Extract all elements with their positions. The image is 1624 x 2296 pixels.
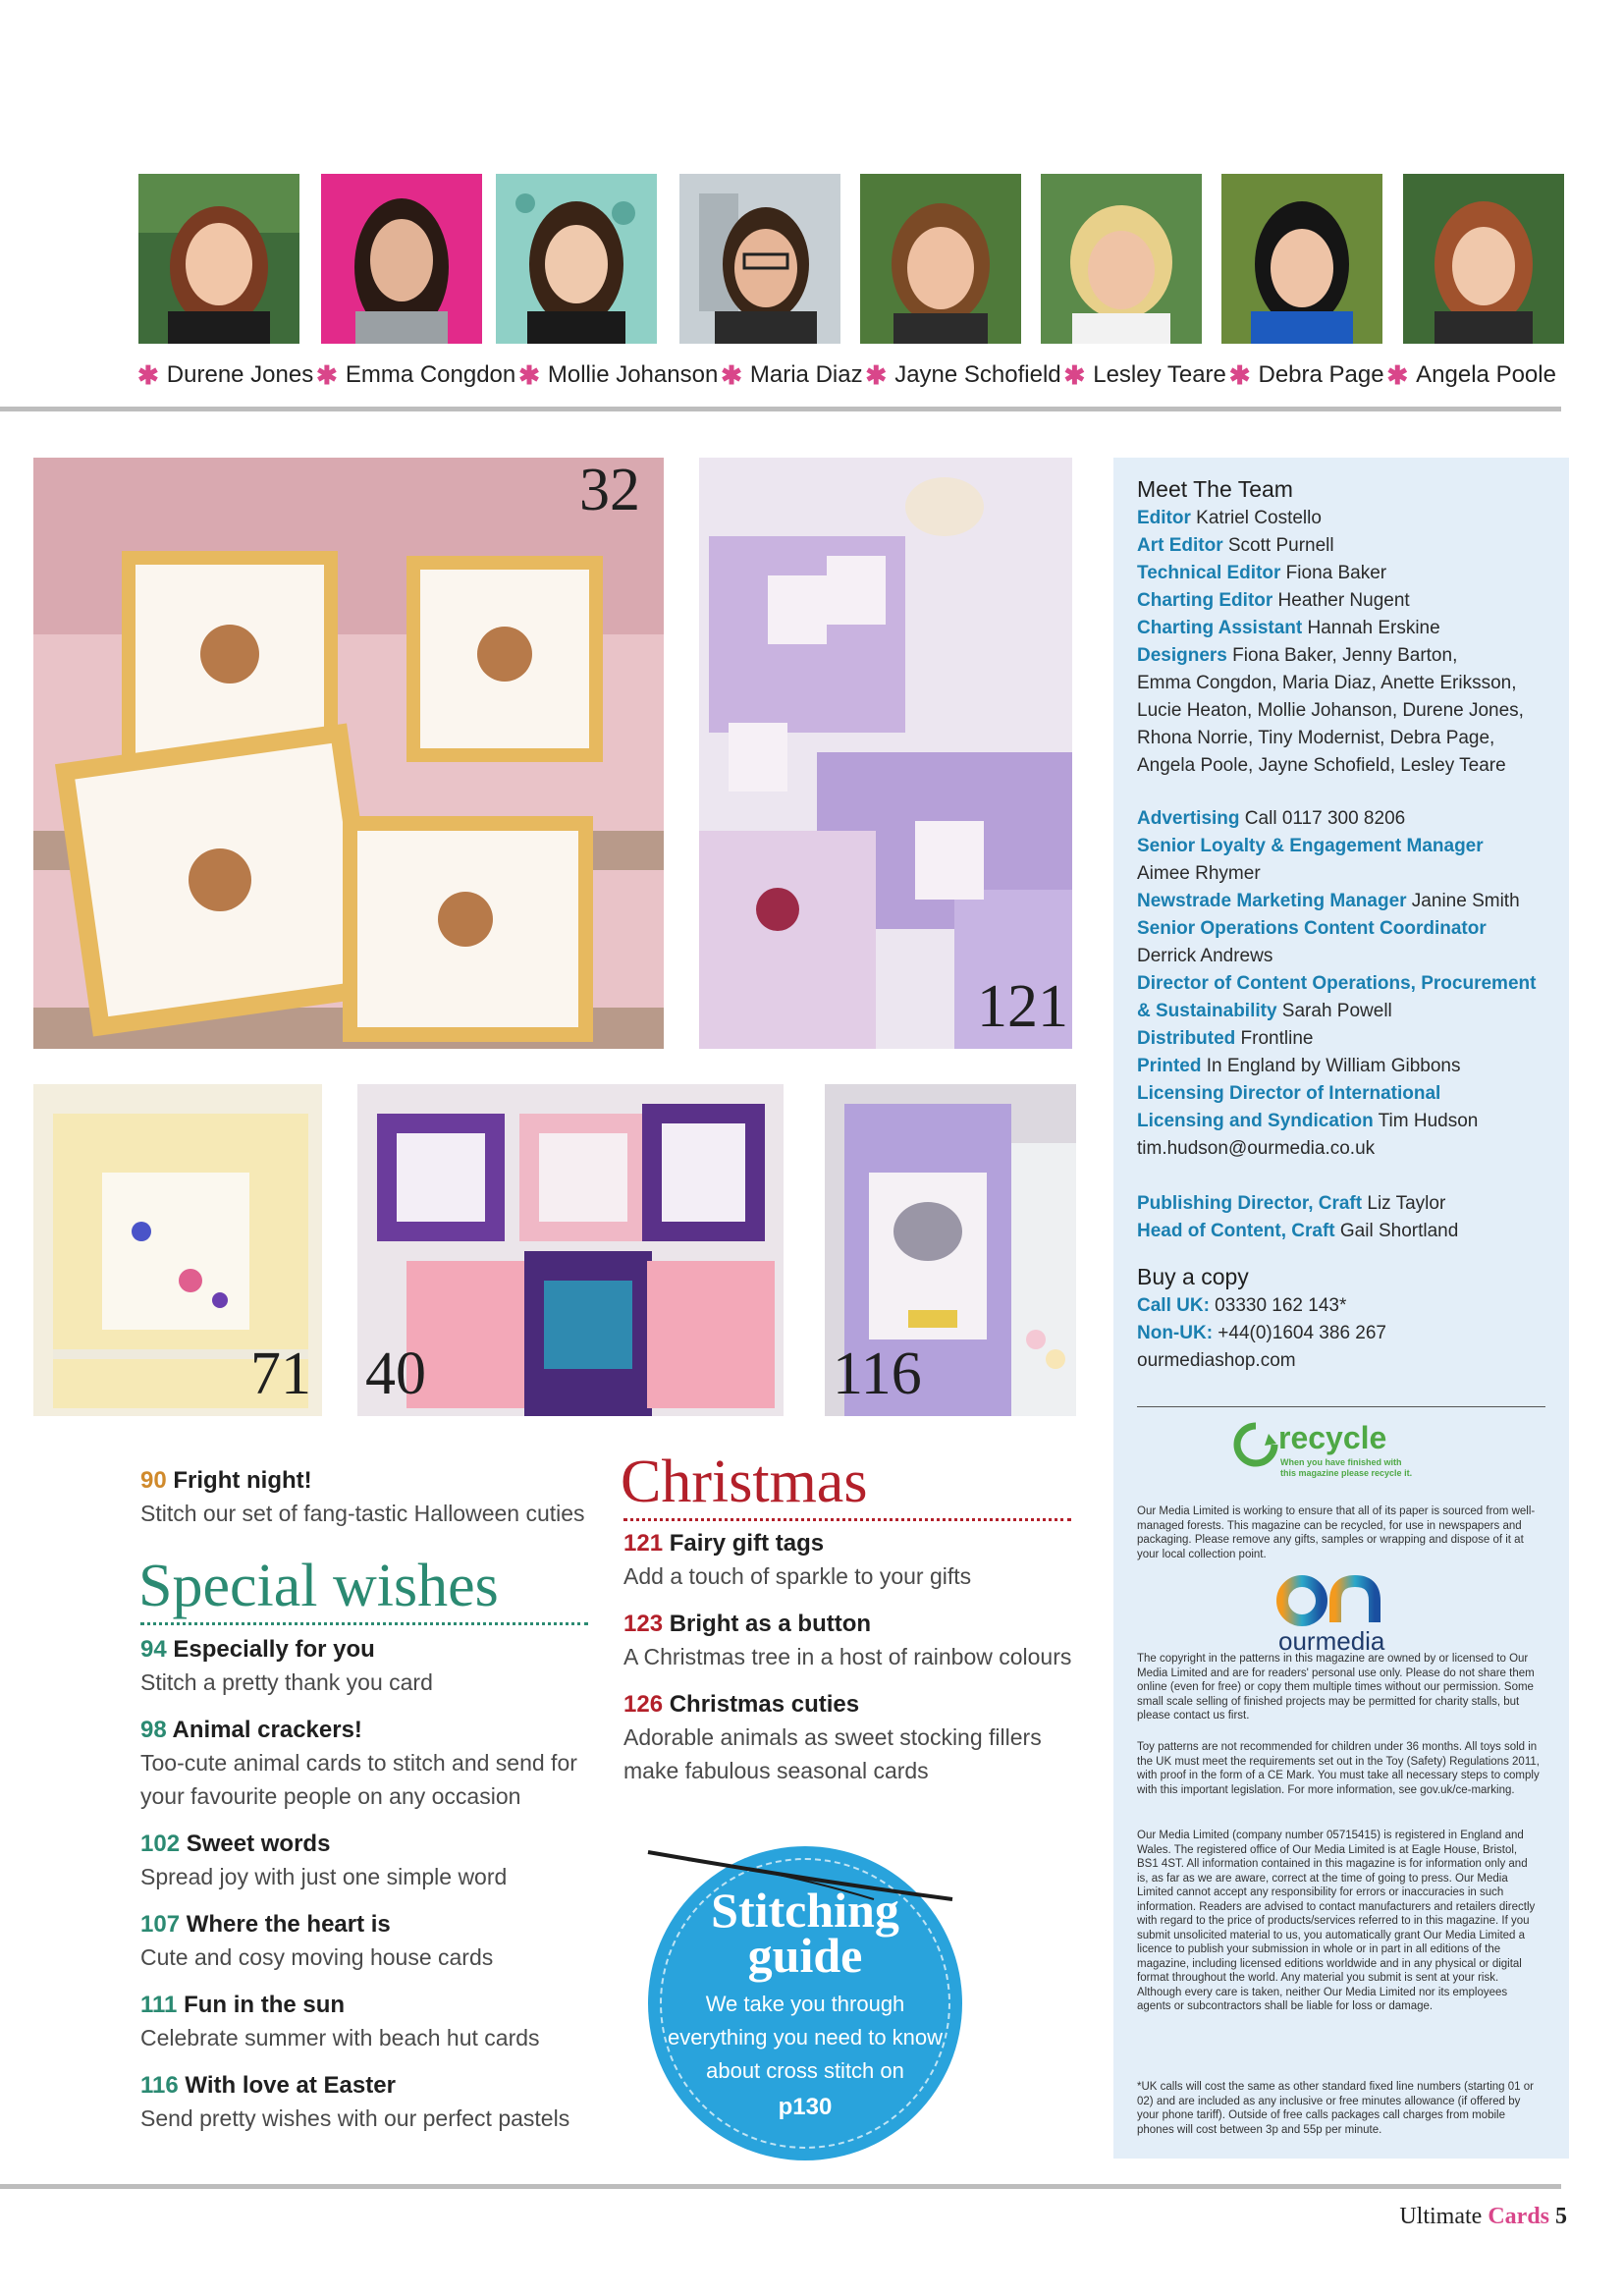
contributor-names bbox=[137, 355, 1556, 395]
team-row bbox=[1137, 860, 1559, 888]
feature-title bbox=[140, 1465, 602, 1497]
contributor-name: ✱ Emma Congdon bbox=[316, 359, 516, 390]
feature-desc: Stitch our set of fang-tastic Halloween cuties bbox=[140, 1501, 585, 1526]
asterisk-icon: ✱ bbox=[721, 359, 742, 390]
team-role: Art Editor bbox=[1137, 535, 1223, 556]
christmas-item bbox=[623, 1609, 1085, 1673]
team-person: Hannah Erskine bbox=[1302, 618, 1440, 638]
team-person: Scott Purnell bbox=[1222, 535, 1334, 556]
team-person: Angela Poole, Jayne Schofield, Lesley Teare bbox=[1137, 755, 1506, 776]
feature-page: 90 bbox=[140, 1467, 167, 1494]
contributor-name: ✱ Jayne Schofield bbox=[865, 359, 1061, 390]
asterisk-icon: ✱ bbox=[1063, 359, 1086, 390]
team-row bbox=[1137, 833, 1559, 860]
page-number-40: 40 bbox=[365, 1340, 426, 1407]
feature-page: 94 bbox=[140, 1636, 167, 1663]
feature-page: 102 bbox=[140, 1831, 181, 1857]
section-heading-special-wishes: Special wishes bbox=[138, 1553, 499, 1619]
feature-desc: Spread joy with just one simple word bbox=[140, 1864, 508, 1889]
feature-page: 116 bbox=[140, 2072, 179, 2099]
team-list-publishing bbox=[1137, 1190, 1559, 1245]
buy-a-copy-heading: Buy a copy bbox=[1137, 1264, 1249, 1289]
feature-title bbox=[623, 1609, 1085, 1640]
contributor-name: ✱ Debra Page bbox=[1228, 359, 1384, 390]
team-person: Frontline bbox=[1235, 1028, 1314, 1049]
team-person: Sarah Powell bbox=[1276, 1001, 1392, 1021]
team-row bbox=[1137, 1218, 1559, 1245]
team-person: Heather Nugent bbox=[1272, 590, 1410, 611]
team-row bbox=[1137, 1190, 1559, 1218]
stitching-guide-badge[interactable] bbox=[648, 1846, 962, 2160]
feature-desc: Stitch a pretty thank you card bbox=[140, 1669, 433, 1695]
team-row bbox=[1137, 725, 1559, 752]
page-number-116: 116 bbox=[833, 1340, 922, 1407]
feature-title bbox=[623, 1528, 1085, 1559]
team-person: Fiona Baker bbox=[1280, 563, 1387, 583]
contributor-name: ✱ Mollie Johanson bbox=[518, 359, 719, 390]
photo-fairy-gift-tags bbox=[699, 458, 1072, 1049]
phone-row bbox=[1137, 1320, 1559, 1347]
feature-desc: Too-cute animal cards to stitch and send for bbox=[140, 1750, 577, 1776]
contributor-name: ✱ Lesley Teare bbox=[1063, 359, 1226, 390]
feature-title-text: Animal crackers! bbox=[172, 1717, 362, 1743]
team-role: Designers bbox=[1137, 645, 1227, 666]
contributor-name: ✱ Maria Diaz bbox=[721, 359, 863, 390]
feature-desc: A Christmas tree in a host of rainbow colours bbox=[623, 1644, 1072, 1669]
legal-company: Our Media Limited (company number 05715415) is registered in England and Wales. The registered office of Our Media Limited is at Eagle House, Bristol, BS1 4ST. All information contained in this magazine is for information only and is, as far as we are aware, correct at the time of going to press. Our Media Limited cannot accept any responsibility for errors or inaccuracies in such information. Readers are advised to contact manufacturers and retailers directly with regard to the price of products/services referred to in this magazine. If you submit unsolicited material to us, you automatically grant Our Media Limited a licence to publish your submission in whole or in part in all editions of the magazine, including licensed editions worldwide and in any physical or digital format throughout the world. Any material you submit is sent at your risk. Although every care is taken, neither Our Media Limited nor its employees agents or subcontractors shall be liable for loss or damage. bbox=[1137, 1830, 1536, 2012]
contributor-photo-8 bbox=[1403, 174, 1564, 344]
team-row bbox=[1137, 560, 1559, 587]
phone-row bbox=[1137, 1292, 1559, 1320]
contributor-photo-5 bbox=[860, 174, 1021, 344]
asterisk-icon: ✱ bbox=[316, 359, 338, 390]
feature-title bbox=[140, 1990, 602, 2021]
team-person: Katriel Costello bbox=[1190, 508, 1322, 528]
footer-folio bbox=[1399, 2204, 1567, 2230]
recycle-logo-text: recycle bbox=[1278, 1420, 1387, 1455]
badge-line: about cross stitch on bbox=[706, 2058, 904, 2083]
team-row bbox=[1137, 998, 1559, 1025]
feature-desc: Celebrate summer with beach hut cards bbox=[140, 2025, 540, 2050]
badge-title-2: guide bbox=[747, 1928, 863, 1983]
team-person: Liz Taylor bbox=[1362, 1193, 1446, 1214]
ourmedia-logo-icon bbox=[1272, 1571, 1394, 1630]
team-row bbox=[1137, 587, 1559, 615]
team-row bbox=[1137, 505, 1559, 532]
feature-item bbox=[140, 1715, 602, 1813]
christmas-item bbox=[623, 1689, 1085, 1787]
phone-label: Call UK: bbox=[1137, 1295, 1210, 1316]
feature-title-text: Fairy gift tags bbox=[669, 1530, 825, 1557]
team-role: Licensing Director of International bbox=[1137, 1083, 1441, 1104]
team-person: Fiona Baker, Jenny Barton, bbox=[1226, 645, 1458, 666]
section-divider bbox=[140, 1622, 588, 1625]
recycle-subtext: When you have finished with bbox=[1280, 1457, 1402, 1467]
contributor-photo-1 bbox=[138, 174, 299, 344]
team-role: Newstrade Marketing Manager bbox=[1137, 891, 1407, 911]
team-person: Tim Hudson bbox=[1373, 1111, 1479, 1131]
section-divider bbox=[623, 1518, 1071, 1521]
feature-title bbox=[140, 1909, 602, 1941]
feature-desc: Cute and cosy moving house cards bbox=[140, 1944, 494, 1970]
team-role: Licensing and Syndication bbox=[1137, 1111, 1374, 1131]
feature-title-text: Fright night! bbox=[173, 1467, 312, 1494]
contributor-name: ✱ Angela Poole bbox=[1386, 359, 1556, 390]
team-role: Director of Content Operations, Procurement bbox=[1137, 973, 1537, 994]
team-row bbox=[1137, 697, 1559, 725]
page-number: 5 bbox=[1555, 2204, 1567, 2229]
team-role: & Sustainability bbox=[1137, 1001, 1277, 1021]
badge-line: We take you through bbox=[705, 1992, 905, 2016]
team-role: Senior Operations Content Coordinator bbox=[1137, 918, 1487, 939]
team-person: Emma Congdon, Maria Diaz, Anette Eriksson, bbox=[1137, 673, 1517, 693]
feature-title bbox=[140, 2070, 602, 2102]
feature-title-text: Bright as a button bbox=[669, 1611, 872, 1637]
team-row[interactable] bbox=[1137, 1135, 1559, 1163]
feature-item bbox=[140, 2070, 602, 2135]
team-person: Lucie Heaton, Mollie Johanson, Durene Jones, bbox=[1137, 700, 1524, 721]
team-row bbox=[1137, 943, 1559, 970]
contributor-photo-3 bbox=[496, 174, 657, 344]
legal-calls: *UK calls will cost the same as other standard fixed line numbers (starting 01 or 02) and are included as any inclusive or free minutes allowance (if offered by your phone tariff). Outside of free calls packages call charges from mobile phones will cost between 3p and 55p per minute. bbox=[1137, 2081, 1534, 2136]
panel-divider bbox=[1137, 1406, 1545, 1407]
team-row bbox=[1137, 615, 1559, 642]
team-role: Distributed bbox=[1137, 1028, 1236, 1049]
badge-title-1: Stitching bbox=[711, 1883, 899, 1938]
badge-line: everything you need to know bbox=[667, 2025, 944, 2050]
page-number-32: 32 bbox=[579, 457, 640, 523]
contributor-photo-6 bbox=[1041, 174, 1202, 344]
phone-number: 03330 162 143* bbox=[1209, 1295, 1347, 1316]
team-row bbox=[1137, 805, 1559, 833]
feature-title-text: Fun in the sun bbox=[184, 1992, 346, 2018]
team-person: Gail Shortland bbox=[1334, 1221, 1459, 1241]
team-row bbox=[1137, 888, 1559, 915]
asterisk-icon: ✱ bbox=[137, 359, 159, 390]
buy-a-copy-list bbox=[1137, 1292, 1559, 1375]
legal-toy-safety: Toy patterns are not recommended for children under 36 months. All toys sold in the UK must meet the requirements set out in the Toy (Safety) Regulations 2011, with proof in the form of a CE Mark. You must take all necessary steps to comply with this important legislation. For more information, see gov.uk/ce-marking. bbox=[1137, 1741, 1540, 1796]
bottom-divider bbox=[0, 2184, 1561, 2189]
team-person: Janine Smith bbox=[1406, 891, 1520, 911]
feature-title bbox=[623, 1689, 1085, 1721]
feature-title-text: With love at Easter bbox=[185, 2072, 396, 2099]
feature-desc: make fabulous seasonal cards bbox=[623, 1758, 929, 1783]
page-number-71: 71 bbox=[250, 1340, 311, 1407]
recycle-icon bbox=[1231, 1420, 1280, 1469]
team-person: Aimee Rhymer bbox=[1137, 863, 1261, 884]
magazine-name-accent: Cards bbox=[1488, 2204, 1549, 2229]
team-role: Senior Loyalty & Engagement Manager bbox=[1137, 836, 1484, 856]
feature-desc: Send pretty wishes with our perfect pastels bbox=[140, 2105, 570, 2131]
team-role: Charting Assistant bbox=[1137, 618, 1303, 638]
magazine-name: Ultimate bbox=[1399, 2204, 1489, 2229]
feature-page: 98 bbox=[140, 1717, 167, 1743]
feature-item bbox=[140, 1990, 602, 2054]
feature-desc: Add a touch of sparkle to your gifts bbox=[623, 1563, 972, 1589]
team-person: In England by William Gibbons bbox=[1201, 1056, 1461, 1076]
photo-wedding-mice-cards bbox=[33, 458, 664, 1049]
feature-title-text: Where the heart is bbox=[186, 1911, 391, 1938]
feature-title bbox=[140, 1829, 602, 1860]
legal-copyright: The copyright in the patterns in this magazine are owned by or licensed to Our Media Limited and are for readers' personal use only. Please do not share them online (even for free) or copy them multiple times without our permission. Some small scale selling of finished projects may be permitted for charity stalls, but please contact us first. bbox=[1137, 1653, 1535, 1722]
contributor-photo-2 bbox=[321, 174, 482, 344]
team-role: Head of Content, Craft bbox=[1137, 1221, 1335, 1241]
contributor-photo-7 bbox=[1221, 174, 1382, 344]
team-row bbox=[1137, 1108, 1559, 1135]
team-role: Editor bbox=[1137, 508, 1191, 528]
team-list-business bbox=[1137, 805, 1559, 1163]
asterisk-icon: ✱ bbox=[1386, 359, 1409, 390]
ourmedia-logo-text: ourmedia bbox=[1278, 1626, 1385, 1656]
team-row bbox=[1137, 1053, 1559, 1080]
team-role: Technical Editor bbox=[1137, 563, 1281, 583]
feature-page: 126 bbox=[623, 1691, 664, 1718]
feature-title bbox=[140, 1634, 602, 1666]
team-heading: Meet The Team bbox=[1137, 476, 1293, 502]
contributor-photo-4 bbox=[679, 174, 840, 344]
asterisk-icon: ✱ bbox=[1228, 359, 1251, 390]
feature-item bbox=[140, 1465, 602, 1530]
team-row bbox=[1137, 532, 1559, 560]
team-row bbox=[1137, 970, 1559, 998]
feature-item bbox=[140, 1829, 602, 1893]
team-role: Printed bbox=[1137, 1056, 1202, 1076]
feature-title-text: Sweet words bbox=[186, 1831, 331, 1857]
team-person: Derrick Andrews bbox=[1137, 946, 1273, 966]
feature-title-text: Christmas cuties bbox=[669, 1691, 860, 1718]
shop-link[interactable]: ourmediashop.com bbox=[1137, 1350, 1296, 1371]
team-person: Call 0117 300 8206 bbox=[1239, 808, 1406, 829]
team-role: Publishing Director, Craft bbox=[1137, 1193, 1363, 1214]
feature-title-text: Especially for you bbox=[173, 1636, 375, 1663]
meet-the-team-panel bbox=[1113, 458, 1569, 2159]
team-row bbox=[1137, 642, 1559, 670]
feature-page: 111 bbox=[140, 1992, 178, 2018]
asterisk-icon: ✱ bbox=[865, 359, 888, 390]
badge-page: p130 bbox=[778, 2094, 833, 2120]
asterisk-icon: ✱ bbox=[518, 359, 540, 390]
phone-label: Non-UK: bbox=[1137, 1323, 1214, 1343]
feature-desc: your favourite people on any occasion bbox=[140, 1783, 521, 1809]
feature-item bbox=[140, 1909, 602, 1974]
email-link[interactable]: tim.hudson@ourmedia.co.uk bbox=[1137, 1138, 1376, 1159]
section-heading-christmas: Christmas bbox=[621, 1449, 868, 1515]
feature-item bbox=[140, 1634, 602, 1699]
shop-row[interactable] bbox=[1137, 1347, 1559, 1375]
team-row bbox=[1137, 1080, 1559, 1108]
page-number-121: 121 bbox=[977, 973, 1068, 1040]
feature-page: 121 bbox=[623, 1530, 664, 1557]
team-list bbox=[1137, 505, 1559, 780]
recycle-subtext: this magazine please recycle it. bbox=[1280, 1468, 1413, 1478]
team-role: Advertising bbox=[1137, 808, 1240, 829]
team-row bbox=[1137, 752, 1559, 780]
feature-desc: Adorable animals as sweet stocking fillers bbox=[623, 1724, 1042, 1750]
team-role: Charting Editor bbox=[1137, 590, 1273, 611]
christmas-item bbox=[623, 1528, 1085, 1593]
feature-title bbox=[140, 1715, 602, 1746]
team-row bbox=[1137, 915, 1559, 943]
team-row bbox=[1137, 670, 1559, 697]
team-row bbox=[1137, 1025, 1559, 1053]
contributor-name: ✱ Durene Jones bbox=[137, 359, 314, 390]
feature-page: 123 bbox=[623, 1611, 664, 1637]
top-divider bbox=[0, 407, 1561, 411]
feature-page: 107 bbox=[140, 1911, 181, 1938]
phone-number: +44(0)1604 386 267 bbox=[1213, 1323, 1386, 1343]
team-person: Rhona Norrie, Tiny Modernist, Debra Page, bbox=[1137, 728, 1495, 748]
recycle-notice: Our Media Limited is working to ensure that all of its paper is sourced from well-managed forests. This magazine can be recycled, for use in newspapers and packaging. Please remove any gifts, samples or wrapping and dispose of it at your local collection point. bbox=[1137, 1505, 1536, 1560]
